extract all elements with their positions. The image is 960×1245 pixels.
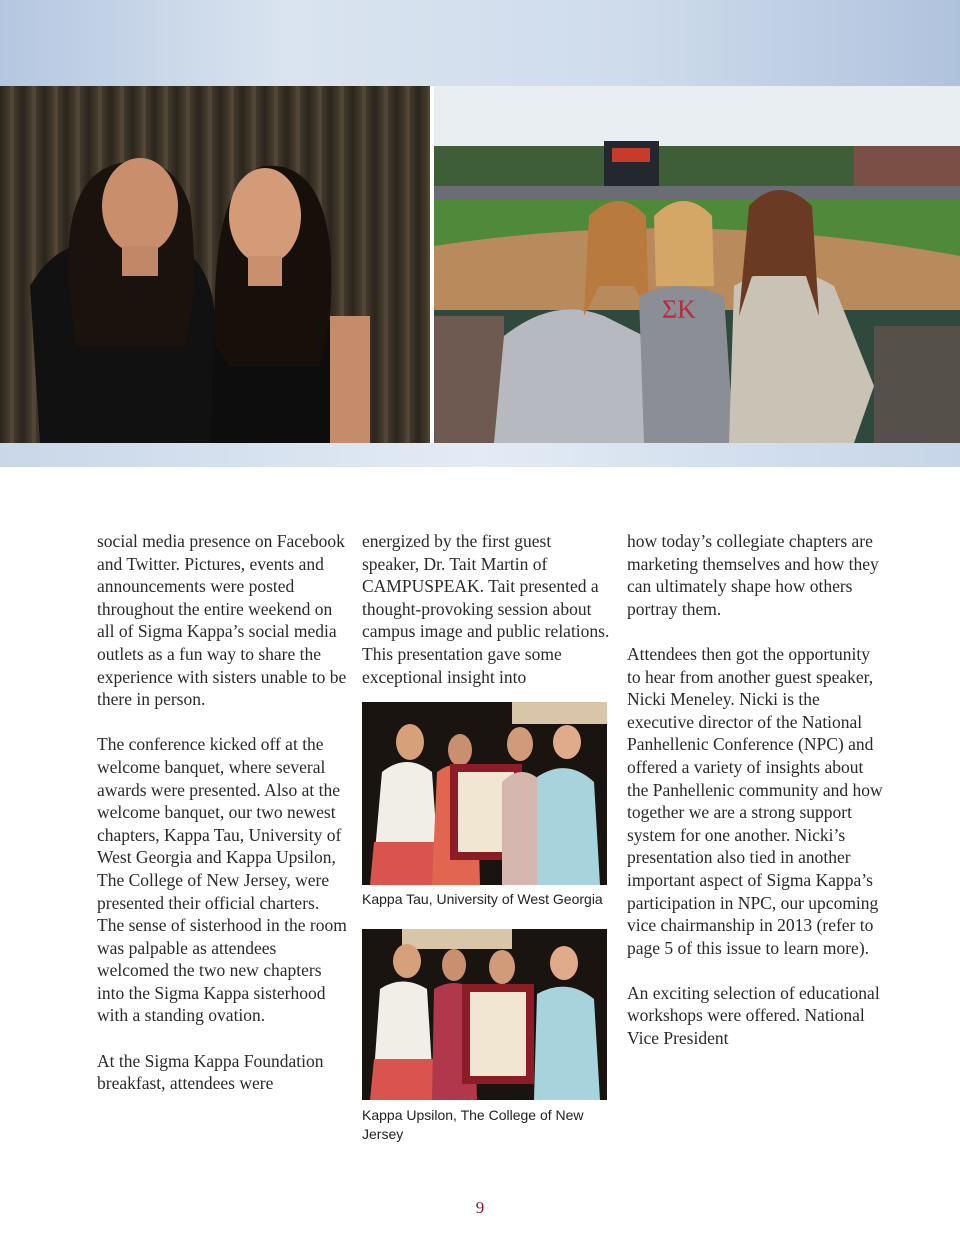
charter-photo-icon: [362, 929, 607, 1100]
caption-kappa-tau: Kappa Tau, University of West Georgia: [362, 891, 603, 907]
paragraph: At the Sigma Kappa Foundation breakfast, attendees were: [97, 1050, 324, 1094]
photo-stadium-sisters: [434, 86, 960, 443]
paragraph: An exciting selection of educational workshops were offered. National Vice President: [627, 982, 880, 1049]
svg-text:ΣΚ: ΣΚ: [662, 295, 696, 324]
paragraph: energized by the first guest speaker, Dr. Tait Martin of CAMPUSPEAK. Tait presented a thought-provoking session about campus image and public relations. This presentation gave some exceptional insight into: [362, 531, 610, 687]
paragraph: social media presence on Facebook and Twitter. Pictures, events and announcements were posted throughout the entire weekend on all of Sigma Kappa’s social media outlets as a fun way to share the experience with sisters unable to be there in person.: [97, 531, 347, 710]
photo-kappa-upsilon-charter: [362, 929, 607, 1100]
text-column-3: [627, 530, 885, 1072]
stadium-photo-icon: [434, 86, 960, 443]
photo-kappa-tau-charter: [362, 702, 607, 885]
text-column-1: [97, 530, 347, 1117]
paragraph: Attendees then got the opportunity to hear from another guest speaker, Nicki Meneley. Nicki is the executive director of the National Panhellenic Conference (NPC) and offered a variety of insights about the Panhellenic community and how together we are a strong support system for one another. Nicki’s presentation also tied in another important aspect of Sigma Kappa’s participation in NPC, our upcoming vice chairmanship in 2013 (refer to page 5 of this issue to learn more).: [627, 643, 883, 958]
paragraph: The conference kicked off at the welcome banquet, where several awards were presented. Also at the welcome banquet, our two newest chapters, Kappa Tau, University of West Georgia and Kappa Upsilon, The College of New Jersey, were presented their official charters. The sense of sisterhood in the room was palpable as attendees welcomed the two new chapters into the Sigma Kappa sisterhood with a standing ovation.: [97, 734, 347, 1026]
top-decorative-band: [0, 0, 960, 86]
photo-two-women: [0, 86, 430, 443]
middle-decorative-band: [0, 443, 960, 467]
charter-photo-icon: [362, 702, 607, 885]
page-number: 9: [475, 1198, 485, 1217]
caption-kappa-upsilon: Kappa Upsilon, The College of New Jersey: [362, 1107, 584, 1142]
text-column-2: [362, 530, 612, 711]
paragraph: how today’s collegiate chapters are marketing themselves and how they can ultimately shape how others portray them.: [627, 531, 879, 619]
portrait-photo-icon: [0, 86, 430, 443]
